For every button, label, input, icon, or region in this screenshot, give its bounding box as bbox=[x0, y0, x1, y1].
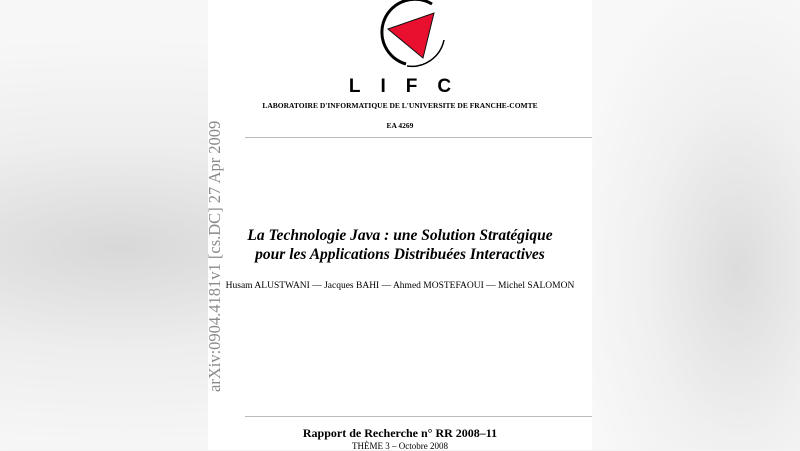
divider bbox=[245, 416, 592, 417]
arxiv-stamp: arXiv:0904.4181v1 [cs.DC] 27 Apr 2009 bbox=[205, 120, 224, 392]
divider bbox=[245, 137, 592, 138]
logo-text: LIFC bbox=[348, 76, 472, 97]
document-page bbox=[205, 0, 592, 451]
title-line-1: La Technologie Java : une Solution Stratégique bbox=[247, 227, 553, 244]
lab-code: EA 4269 bbox=[386, 121, 414, 130]
lab-name: LABORATOIRE D'INFORMATIQUE DE L'UNIVERSITE DE FRANCHE-COMTE bbox=[262, 101, 538, 110]
theme-date: THÈME 3 – Octobre 2008 bbox=[352, 441, 448, 451]
title-line-2: pour les Applications Distribuées Interactives bbox=[255, 246, 545, 263]
lifc-logo-icon bbox=[376, 0, 456, 70]
authors: Husam ALUSTWANI — Jacques BAHI — Ahmed MOSTEFAOUI — Michel SALOMON bbox=[225, 281, 575, 291]
document-title bbox=[208, 226, 592, 264]
blurred-background-right bbox=[592, 0, 800, 450]
report-number: Rapport de Recherche n° RR 2008–11 bbox=[302, 426, 498, 440]
